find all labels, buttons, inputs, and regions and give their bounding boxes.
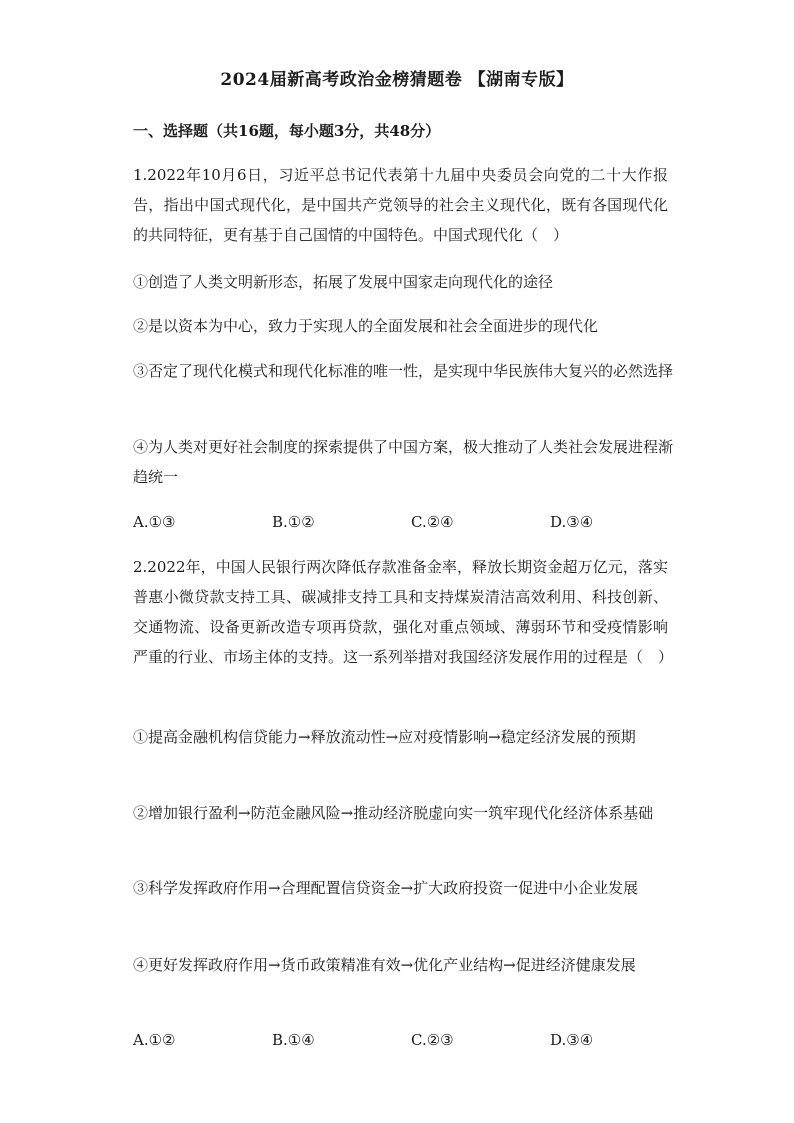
question-2-option-3: ③科学发挥政府作用→合理配置信贷资金→扩大政府投资一促进中小企业发展 [133,879,639,897]
answer-choice-d[interactable]: D.③④ [550,1031,594,1049]
question-2-stem: 2.2022年，中国人民银行两次降低存款准备金率，释放长期资金超万亿元，落实普惠小微贷款支持工具、碳减排支持工具和支持煤炭清洁高效利用、科技创新、交通物流、设备更新改造专项再贷款，强化对重点领域、薄弱环节和受疫情影响严重的行业、市场主体的支持。这一系列举措对我国经济发展作用的过程是（ ） [133,558,674,666]
answer-choice-d[interactable]: D.③④ [550,513,594,531]
answer-choice-c[interactable]: C.②③ [411,1031,454,1049]
document-title: 2024届新高考政治金榜猜题卷 【湖南专版】 [220,70,574,90]
question-1-option-2: ②是以资本为中心，致力于实现人的全面发展和社会全面进步的现代化 [133,317,599,335]
question-1-stem: 1.2022年10月6日，习近平总书记代表第十九届中央委员会向党的二十大作报告，指出中国式现代化，是中国共产党领导的社会主义现代化，既有各国现代化的共同特征，更有基于自己国情的中国特色。中国式现代化（ ） [133,166,668,244]
answer-choice-a[interactable]: A.①③ [133,513,176,531]
question-1-option-3: ③否定了现代化模式和现代化标准的唯一性，是实现中华民族伟大复兴的必然选择 [133,362,674,380]
answer-choice-b[interactable]: B.①④ [272,1031,315,1049]
question-1-answer-choices [133,507,673,537]
question-2-option-1: ①提高金融机构信贷能力→释放流动性→应对疫情影响→稳定经济发展的预期 [133,728,636,746]
question-1-option-4: ④为人类对更好社会制度的探索提供了中国方案，极大推动了人类社会发展进程渐趋统一 [133,438,674,486]
section-heading: 一、选择题（共16题，每小题3分，共48分） [133,122,441,140]
question-2-option-2: ②增加银行盈利→防范金融风险→推动经济脱虚向实一筑牢现代化经济体系基础 [133,804,654,822]
question-1-option-1: ①创造了人类文明新形态，拓展了发展中国家走向现代化的途径 [133,273,554,291]
question-2-option-4: ④更好发挥政府作用→货币政策精准有效→优化产业结构→促进经济健康发展 [133,956,636,974]
question-2-answer-choices [133,1025,673,1055]
answer-choice-a[interactable]: A.①② [133,1031,176,1049]
answer-choice-c[interactable]: C.②④ [411,513,454,531]
answer-choice-b[interactable]: B.①② [272,513,315,531]
